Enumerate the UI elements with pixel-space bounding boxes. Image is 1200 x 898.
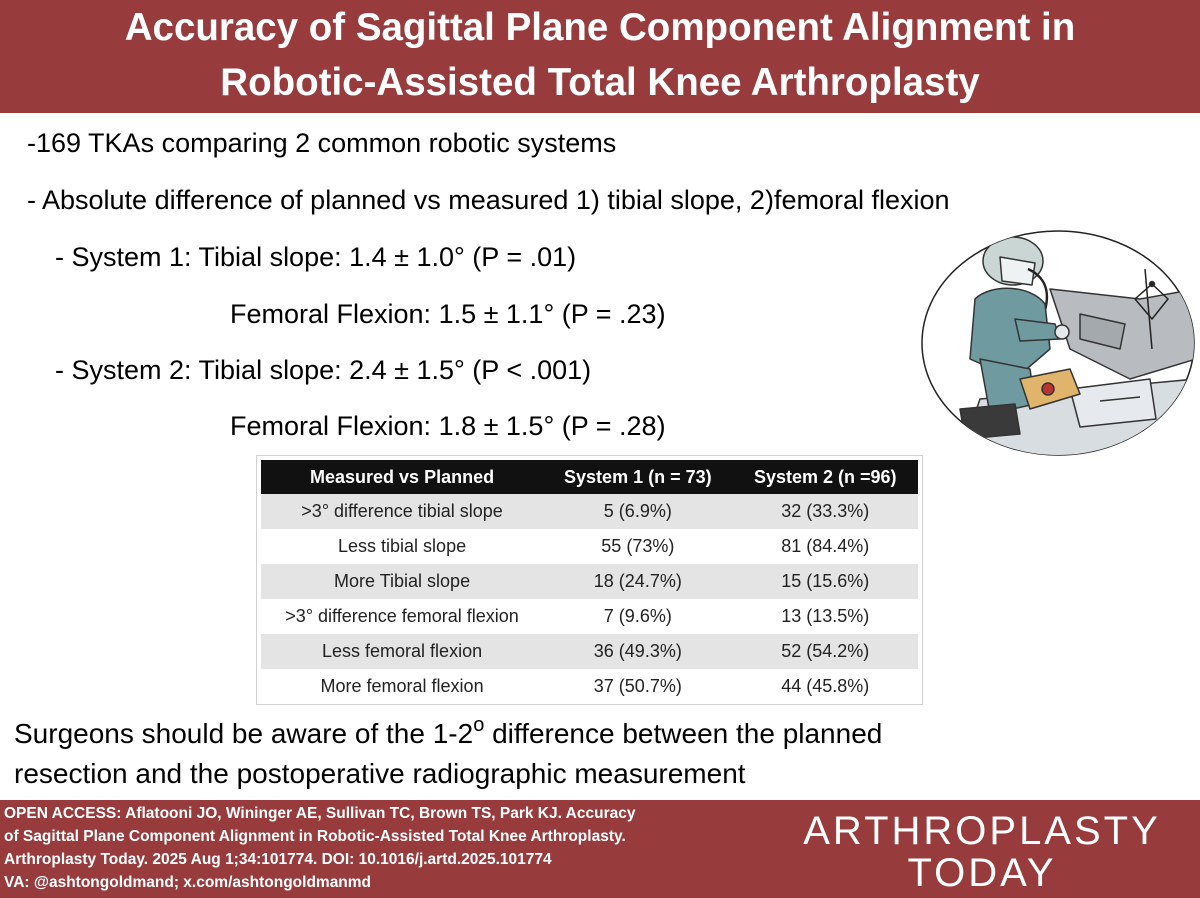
- table-row: [261, 494, 918, 529]
- conclusion-line-2: resection and the postoperative radiographic measurement: [14, 758, 746, 789]
- system1-value: 18 (24.7%): [543, 564, 732, 599]
- system2-value: 13 (13.5%): [781, 606, 870, 626]
- system1-value: 37 (50.7%): [593, 676, 682, 696]
- citation-line-4: VA: @ashtongoldmand; x.com/ashtongoldmanmd: [4, 874, 372, 891]
- logo-line-2: TODAY: [907, 851, 1057, 895]
- row-label: >3° difference femoral flexion: [285, 606, 519, 626]
- row-label: More femoral flexion: [320, 676, 484, 696]
- row-label: More Tibial slope: [261, 564, 543, 599]
- citation-line-3: Arthroplasty Today. 2025 Aug 1;34:101774. DOI: 10.1016/j.artd.2025.101774: [4, 851, 552, 868]
- row-label: Less femoral flexion: [261, 634, 543, 669]
- table-row: [261, 634, 918, 669]
- table-row: [261, 529, 918, 564]
- header-system-1: System 1 (n = 73): [543, 460, 732, 494]
- surgeon-robot-illustration: [920, 229, 1196, 457]
- system2-value: 15 (15.6%): [733, 564, 918, 599]
- citation-line-2: of Sagittal Plane Component Alignment in Robotic-Assisted Total Knee Arthroplasty.: [4, 828, 626, 845]
- bullet-absolute-difference: - Absolute difference of planned vs measured 1) tibial slope, 2)femoral flexion: [27, 185, 950, 215]
- footer-banner: [0, 800, 1200, 898]
- table-row: [261, 599, 918, 634]
- title-banner: [0, 0, 1200, 113]
- logo-line-1: ARTHROPLASTY: [803, 809, 1161, 853]
- system2-value: 44 (45.8%): [781, 676, 870, 696]
- conclusion-line-1: [14, 714, 882, 754]
- system1-value: 7 (9.6%): [603, 606, 672, 626]
- bullet-tka-count: -169 TKAs comparing 2 common robotic systems: [27, 128, 617, 158]
- system2-value: 81 (84.4%): [781, 536, 870, 556]
- conclusion-part-2: difference between the planned: [484, 718, 883, 749]
- results-table-frame: [256, 455, 923, 705]
- results-table: [261, 460, 918, 704]
- citation-line-1: OPEN ACCESS: Aflatooni JO, Wininger AE, Sullivan TC, Brown TS, Park KJ. Accuracy: [4, 805, 636, 822]
- header-system-2: System 2 (n =96): [733, 460, 918, 494]
- system1-value: 55 (73%): [601, 536, 675, 556]
- row-label: >3° difference tibial slope: [261, 494, 543, 529]
- system2-value: 52 (54.2%): [733, 634, 918, 669]
- bullet-system1-femoral: Femoral Flexion: 1.5 ± 1.1° (P = .23): [230, 299, 666, 329]
- table-row: [261, 669, 918, 704]
- bullet-system2-femoral: Femoral Flexion: 1.8 ± 1.5° (P = .28): [230, 411, 666, 441]
- row-label: Less tibial slope: [338, 536, 467, 556]
- citation: [4, 802, 764, 894]
- title-line-2: Robotic-Assisted Total Knee Arthroplasty: [220, 61, 980, 104]
- conclusion: [14, 714, 882, 794]
- table-row: [261, 564, 918, 599]
- bullet-system2-tibial: - System 2: Tibial slope: 2.4 ± 1.5° (P < .001): [55, 355, 592, 385]
- journal-logo: [768, 810, 1196, 894]
- title-line-1: Accuracy of Sagittal Plane Component Alignment in: [124, 6, 1076, 49]
- header-measured-vs-planned: Measured vs Planned: [261, 460, 543, 494]
- degree-superscript: o: [473, 714, 485, 736]
- system1-value: 5 (6.9%): [543, 494, 732, 529]
- table-header-row: [261, 460, 918, 494]
- system2-value: 32 (33.3%): [733, 494, 918, 529]
- conclusion-part-1: Surgeons should be aware of the 1-2: [14, 718, 474, 749]
- bullet-system1-tibial: - System 1: Tibial slope: 1.4 ± 1.0° (P = .01): [55, 242, 577, 272]
- system1-value: 36 (49.3%): [543, 634, 732, 669]
